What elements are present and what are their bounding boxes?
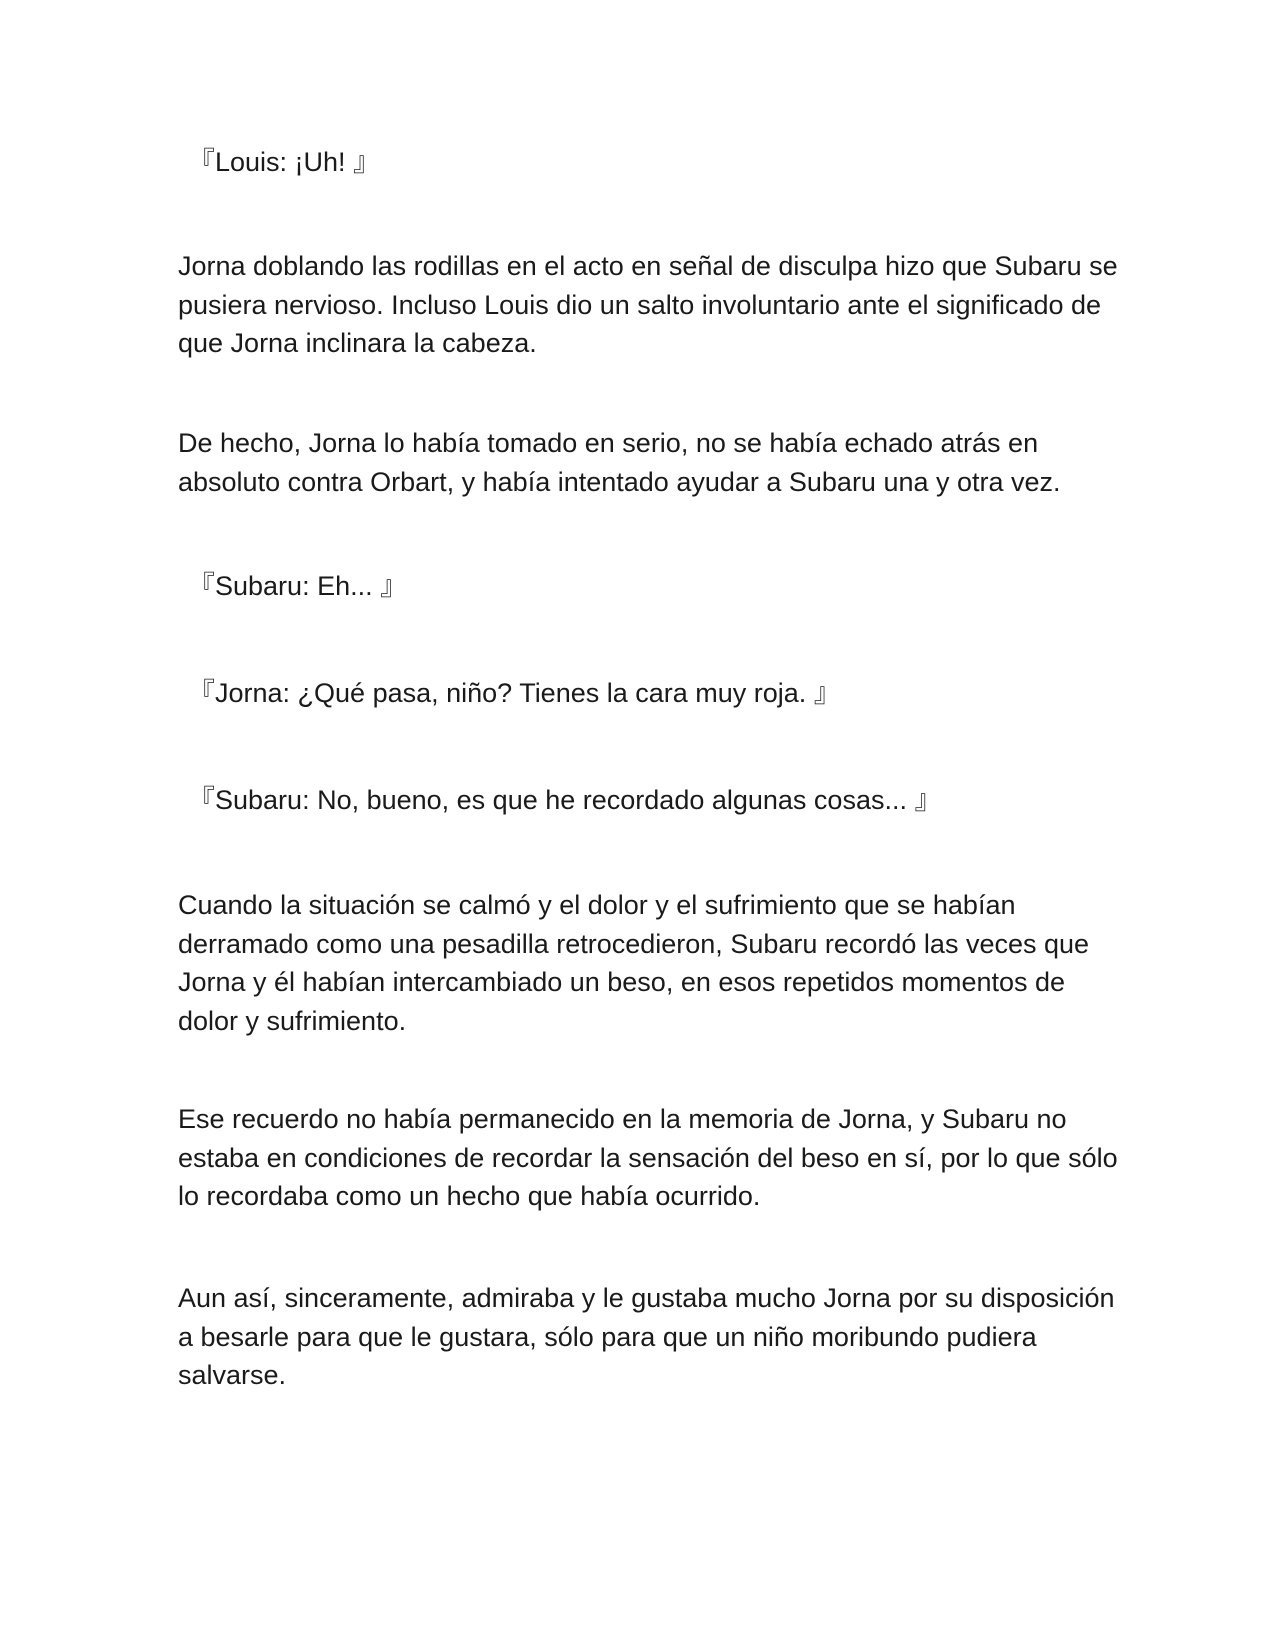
text-line: dolor y sufrimiento. xyxy=(178,1005,407,1036)
text-line: 『Jorna: ¿Qué pasa, niño? Tienes la cara muy roja. 』 xyxy=(188,678,841,708)
text-line: derramado como una pesadilla retrocedieron, Subaru recordó las veces que xyxy=(178,928,1090,959)
text-line: 『Louis: ¡Uh! 』 xyxy=(188,147,381,177)
text-line: estaba en condiciones de recordar la sensación del beso en sí, por lo que sólo xyxy=(178,1142,1118,1173)
text-line: De hecho, Jorna lo había tomado en serio, no se había echado atrás en xyxy=(178,428,1039,458)
paragraph-jorna-kneels xyxy=(178,247,1118,363)
dialogue-subaru-remembered xyxy=(188,781,1123,820)
paragraph-admiration xyxy=(178,1279,1113,1395)
paragraph-jorna-serious xyxy=(178,424,1113,501)
text-line: pusiera nervioso. Incluso Louis dio un salto involuntario ante el significado de xyxy=(178,289,1102,320)
text-line: Aun así, sinceramente, admiraba y le gustaba mucho Jorna por su disposición xyxy=(178,1283,1115,1313)
text-line: Cuando la situación se calmó y el dolor y el sufrimiento que se habían xyxy=(178,890,1016,920)
text-line: 『Subaru: No, bueno, es que he recordado algunas cosas... 』 xyxy=(188,785,942,815)
dialogue-jorna-red-face xyxy=(188,674,1123,713)
text-line: lo recordaba como un hecho que había ocurrido. xyxy=(178,1181,761,1211)
text-line: salvarse. xyxy=(178,1360,287,1390)
text-line: absoluto contra Orbart, y había intentado ayudar a Subaru una y otra vez. xyxy=(178,466,1061,497)
paragraph-situation-calmed xyxy=(178,886,1113,1040)
text-line: Jorna y él habían intercambiado un beso, en esos repetidos momentos de xyxy=(178,967,1066,997)
text-line: 『Subaru: Eh... 』 xyxy=(188,571,408,601)
text-line: Ese recuerdo no había permanecido en la memoria de Jorna, y Subaru no xyxy=(178,1104,1067,1134)
text-line: que Jorna inclinara la cabeza. xyxy=(178,328,537,358)
text-line: Jorna doblando las rodillas en el acto en señal de disculpa hizo que Subaru se xyxy=(178,251,1118,281)
dialogue-subaru-eh xyxy=(188,567,1123,606)
paragraph-memory xyxy=(178,1100,1118,1216)
dialogue-louis-uh xyxy=(188,143,1123,182)
text-line: a besarle para que le gustara, sólo para que un niño moribundo pudiera xyxy=(178,1321,1037,1352)
